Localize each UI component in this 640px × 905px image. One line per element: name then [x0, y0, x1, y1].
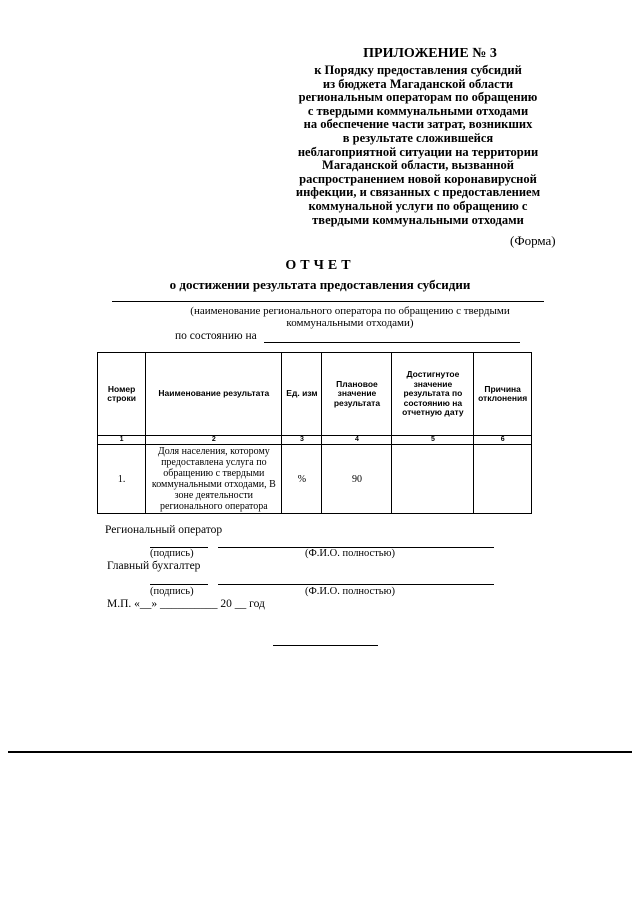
chief-accountant-label: Главный бухгалтер — [107, 560, 201, 572]
operator-fio-caption: (Ф.И.О. полностью) — [305, 548, 395, 559]
row-achieved[interactable] — [392, 445, 474, 514]
table-column-numbers — [98, 436, 532, 445]
form-label: (Форма) — [510, 233, 556, 248]
appendix-line: инфекции, и связанных с предоставлением — [295, 185, 541, 200]
accountant-fio-line[interactable] — [218, 584, 494, 585]
caption-line: коммунальными отходами) — [286, 317, 414, 329]
appendix-line: на обеспечение части затрат, возникших — [303, 117, 533, 132]
report-table — [97, 352, 532, 514]
appendix-title: ПРИЛОЖЕНИЕ № 3 — [363, 46, 497, 61]
row-result-name: Доля населения, которому предоставлена услуга по обращению с твердыми коммунальными отходами, В зоне деятельности регионального оператора — [146, 445, 282, 514]
header-result-name: Наименование результата — [146, 353, 282, 436]
accountant-signature-line[interactable] — [150, 584, 208, 585]
report-title: ОТЧЕТ — [285, 258, 355, 273]
regional-operator-label: Региональный оператор — [105, 524, 223, 536]
row-number: 1. — [98, 445, 146, 514]
operator-name-line[interactable] — [112, 301, 544, 302]
appendix-line: распространением новой коронавирусной — [299, 171, 537, 186]
accountant-signature-caption: (подпись) — [150, 586, 194, 597]
row-unit: % — [282, 445, 322, 514]
col-number: 5 — [392, 436, 474, 445]
appendix-subtitle — [262, 64, 574, 227]
appendix-line: Магаданской области, вызванной — [322, 158, 514, 173]
report-subtitle: о достижении результата предоставления субсидии — [169, 277, 471, 292]
stamp-date-line: М.П. «__» __________ 20 __ год — [107, 598, 265, 610]
table-header-row — [98, 353, 532, 436]
as-of-date-line[interactable] — [264, 342, 520, 343]
appendix-line: коммунальной услуги по обращению с — [308, 198, 528, 213]
appendix-line: из бюджета Магаданской области — [322, 76, 514, 91]
appendix-line: региональным операторам по обращению — [298, 90, 538, 105]
header-row-number: Номер строки — [98, 353, 146, 436]
appendix-line: твердыми коммунальными отходами — [312, 212, 524, 227]
operator-name-caption — [160, 305, 540, 329]
appendix-line: в результате сложившейся — [342, 130, 494, 145]
appendix-line: к Порядку предоставления субсидий — [314, 63, 522, 77]
end-separator — [273, 645, 378, 646]
table-row — [98, 445, 532, 514]
accountant-fio-caption: (Ф.И.О. полностью) — [305, 586, 395, 597]
col-number: 1 — [98, 436, 146, 445]
header-planned: Плановое значение результата — [322, 353, 392, 436]
col-number: 6 — [474, 436, 532, 445]
header-achieved: Достигнутое значение результата по состоянию на отчетную дату — [392, 353, 474, 436]
col-number: 4 — [322, 436, 392, 445]
row-planned: 90 — [322, 445, 392, 514]
header-unit: Ед. изм — [282, 353, 322, 436]
appendix-line: неблагоприятной ситуации на территории — [297, 144, 539, 159]
header-reason: Причина отклонения — [474, 353, 532, 436]
page-bottom-rule — [8, 751, 632, 753]
col-number: 2 — [146, 436, 282, 445]
row-reason[interactable] — [474, 445, 532, 514]
col-number: 3 — [282, 436, 322, 445]
as-of-label: по состоянию на — [175, 330, 257, 342]
operator-signature-caption: (подпись) — [150, 548, 194, 559]
appendix-line: с твердыми коммунальными отходами — [307, 103, 529, 118]
caption-line: (наименование регионального оператора по обращению с твердыми — [190, 305, 510, 317]
